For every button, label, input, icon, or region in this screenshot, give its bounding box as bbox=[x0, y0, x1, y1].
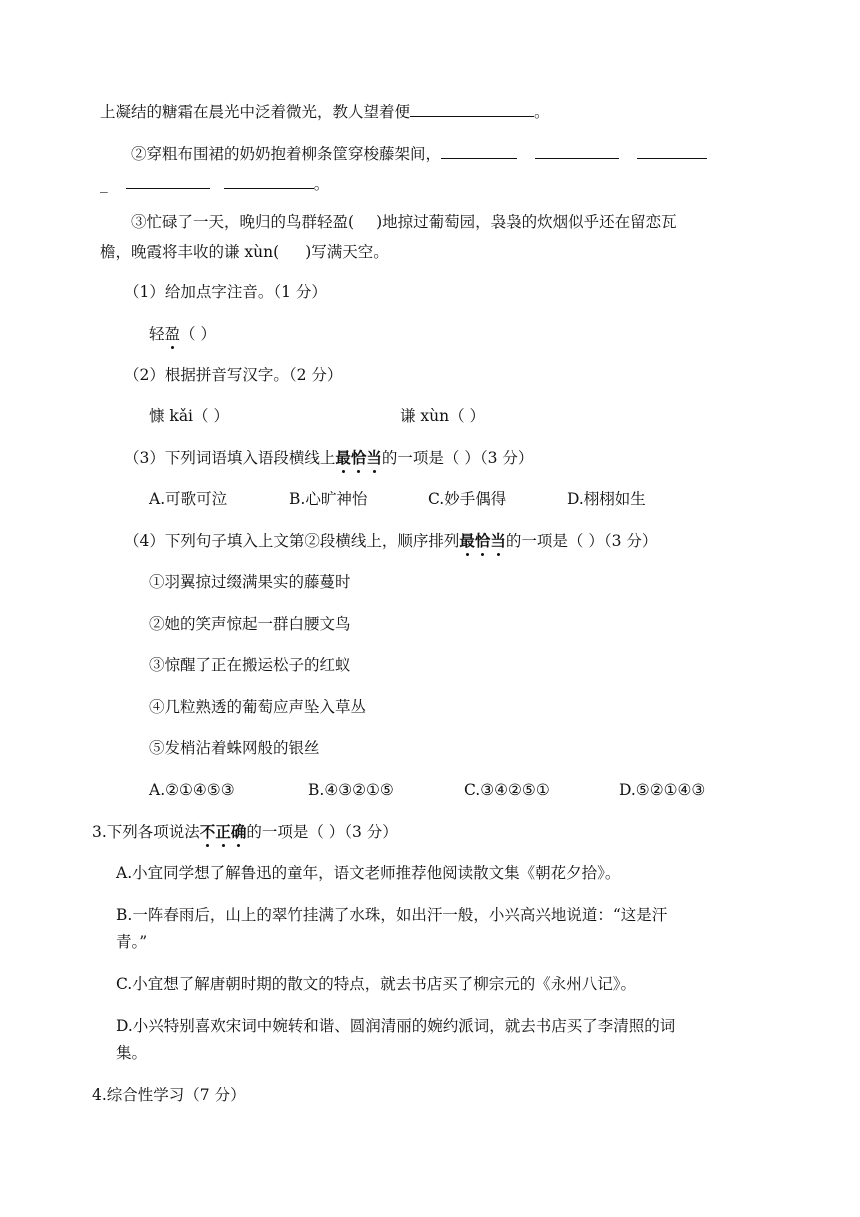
q-prompt-text: 的一项是（ ）（3 分） bbox=[246, 823, 398, 841]
passage-text: ②穿粗布围裙的奶奶抱着柳条筐穿梭藤架间， bbox=[131, 145, 442, 163]
q3-prompt-text: （3）下列词语填入语段横线上 bbox=[124, 449, 336, 467]
q2-prompt: （2）根据拼音写汉字。（2 分） bbox=[124, 366, 343, 384]
q3-option-a[interactable]: A.可歌可泣 bbox=[149, 490, 228, 508]
passage-para-2-line-1 bbox=[131, 144, 707, 164]
passage-text: )写满天空。 bbox=[305, 243, 389, 261]
emphasis-char: 最 bbox=[335, 449, 351, 467]
q4-sentence-3: ③惊醒了正在搬运松子的红蚁 bbox=[149, 656, 351, 674]
emphasis-char: 最 bbox=[459, 532, 475, 550]
answer-blank[interactable] bbox=[126, 174, 210, 189]
q1-prompt: （1）给加点字注音。（1 分） bbox=[124, 283, 327, 301]
q1-word-char: 轻 bbox=[149, 325, 165, 343]
q3-prompt-text: 的一项是（ ）（3 分） bbox=[381, 449, 534, 467]
q4-option-d[interactable]: D.⑤②①④③ bbox=[619, 781, 706, 799]
question-3-option-d-line-2: 集。 bbox=[116, 1044, 148, 1062]
passage-text: )地掠过葡萄园，袅袅的炊烟似乎还在留恋瓦 bbox=[376, 213, 677, 231]
q4-sentence-1: ①羽翼掠过缀满果实的藤蔓时 bbox=[149, 573, 351, 591]
answer-blank[interactable] bbox=[535, 144, 619, 159]
passage-text: 上凝结的糖霜在晨光中泛着微光，教人望着便 bbox=[100, 103, 411, 121]
passage-para-2-line-2 bbox=[100, 174, 329, 194]
q3-prompt bbox=[124, 448, 533, 468]
passage-text: ③忙碌了一天，晚归的鸟群轻盈( bbox=[131, 213, 355, 231]
q4-option-a[interactable]: A.②①④⑤③ bbox=[149, 781, 235, 799]
passage-line-1 bbox=[100, 102, 550, 122]
q4-sentence-4: ④几粒熟透的葡萄应声坠入草丛 bbox=[149, 698, 367, 716]
q3-option-d[interactable]: D.栩栩如生 bbox=[567, 490, 646, 508]
q2-item-2[interactable]: 谦 xùn（ ） bbox=[400, 407, 486, 425]
question-4-title: 4.综合性学习（7 分） bbox=[92, 1086, 246, 1104]
q2-item-1[interactable]: 慷 kǎi（ ） bbox=[149, 407, 229, 425]
q1-answer-paren[interactable]: （ ） bbox=[180, 325, 216, 343]
passage-para-3-line-1 bbox=[131, 212, 677, 232]
answer-blank[interactable] bbox=[637, 144, 707, 159]
q4-prompt-text: （4）下列句子填入上文第②段横线上，顺序排列 bbox=[124, 532, 460, 550]
q4-sentence-2: ②她的笑声惊起一群白腰文鸟 bbox=[149, 615, 351, 633]
q1-dotted-char: 盈 bbox=[164, 325, 181, 343]
question-3-prompt bbox=[92, 822, 398, 842]
q4-sentence-5: ⑤发梢沾着蛛网般的银丝 bbox=[149, 739, 320, 757]
q4-option-c[interactable]: C.③④②⑤① bbox=[464, 781, 550, 799]
question-3-option-d-line-1[interactable]: D.小兴特别喜欢宋词中婉转和谐、圆润清丽的婉约派词，就去书店买了李清照的词 bbox=[116, 1017, 676, 1035]
punct: 。 bbox=[534, 103, 550, 121]
answer-blank[interactable] bbox=[410, 102, 534, 117]
q4-option-b[interactable]: B.④③②①⑤ bbox=[308, 781, 394, 799]
emphasis-char: 恰 bbox=[474, 532, 491, 550]
passage-para-3-line-2 bbox=[100, 242, 389, 262]
emphasis-char: 当 bbox=[490, 532, 506, 550]
q-prompt-text: 3.下列各项说法 bbox=[92, 823, 200, 841]
dash: _ bbox=[100, 175, 108, 193]
question-3-option-c[interactable]: C.小宜想了解唐朝时期的散文的特点，就去书店买了柳宗元的《永州八记》。 bbox=[116, 975, 636, 993]
emphasis-char: 确 bbox=[230, 823, 247, 841]
answer-blank[interactable] bbox=[224, 174, 314, 189]
emphasis-char: 当 bbox=[366, 449, 382, 467]
q3-option-c[interactable]: C.妙手偶得 bbox=[428, 490, 507, 508]
punct: 。 bbox=[313, 175, 330, 193]
question-3-option-a[interactable]: A.小宜同学想了解鲁迅的童年，语文老师推荐他阅读散文集《朝花夕拾》。 bbox=[116, 864, 621, 882]
q4-prompt-text: 的一项是（ ）（3 分） bbox=[505, 532, 658, 550]
answer-blank[interactable] bbox=[441, 144, 517, 159]
emphasis-char: 正 bbox=[215, 823, 231, 841]
question-3-option-b-line-1[interactable]: B.一阵春雨后，山上的翠竹挂满了水珠，如出汗一般，小兴高兴地说道：“这是汗 bbox=[116, 906, 668, 924]
emphasis-char: 恰 bbox=[350, 449, 367, 467]
passage-text: 檐，晚霞将丰收的谦 xùn( bbox=[100, 243, 280, 261]
q1-item bbox=[149, 324, 216, 344]
emphasis-char: 不 bbox=[199, 823, 216, 841]
q4-prompt bbox=[124, 531, 657, 551]
question-3-option-b-line-2: 青。” bbox=[116, 933, 148, 951]
q3-option-b[interactable]: B.心旷神怡 bbox=[289, 490, 368, 508]
